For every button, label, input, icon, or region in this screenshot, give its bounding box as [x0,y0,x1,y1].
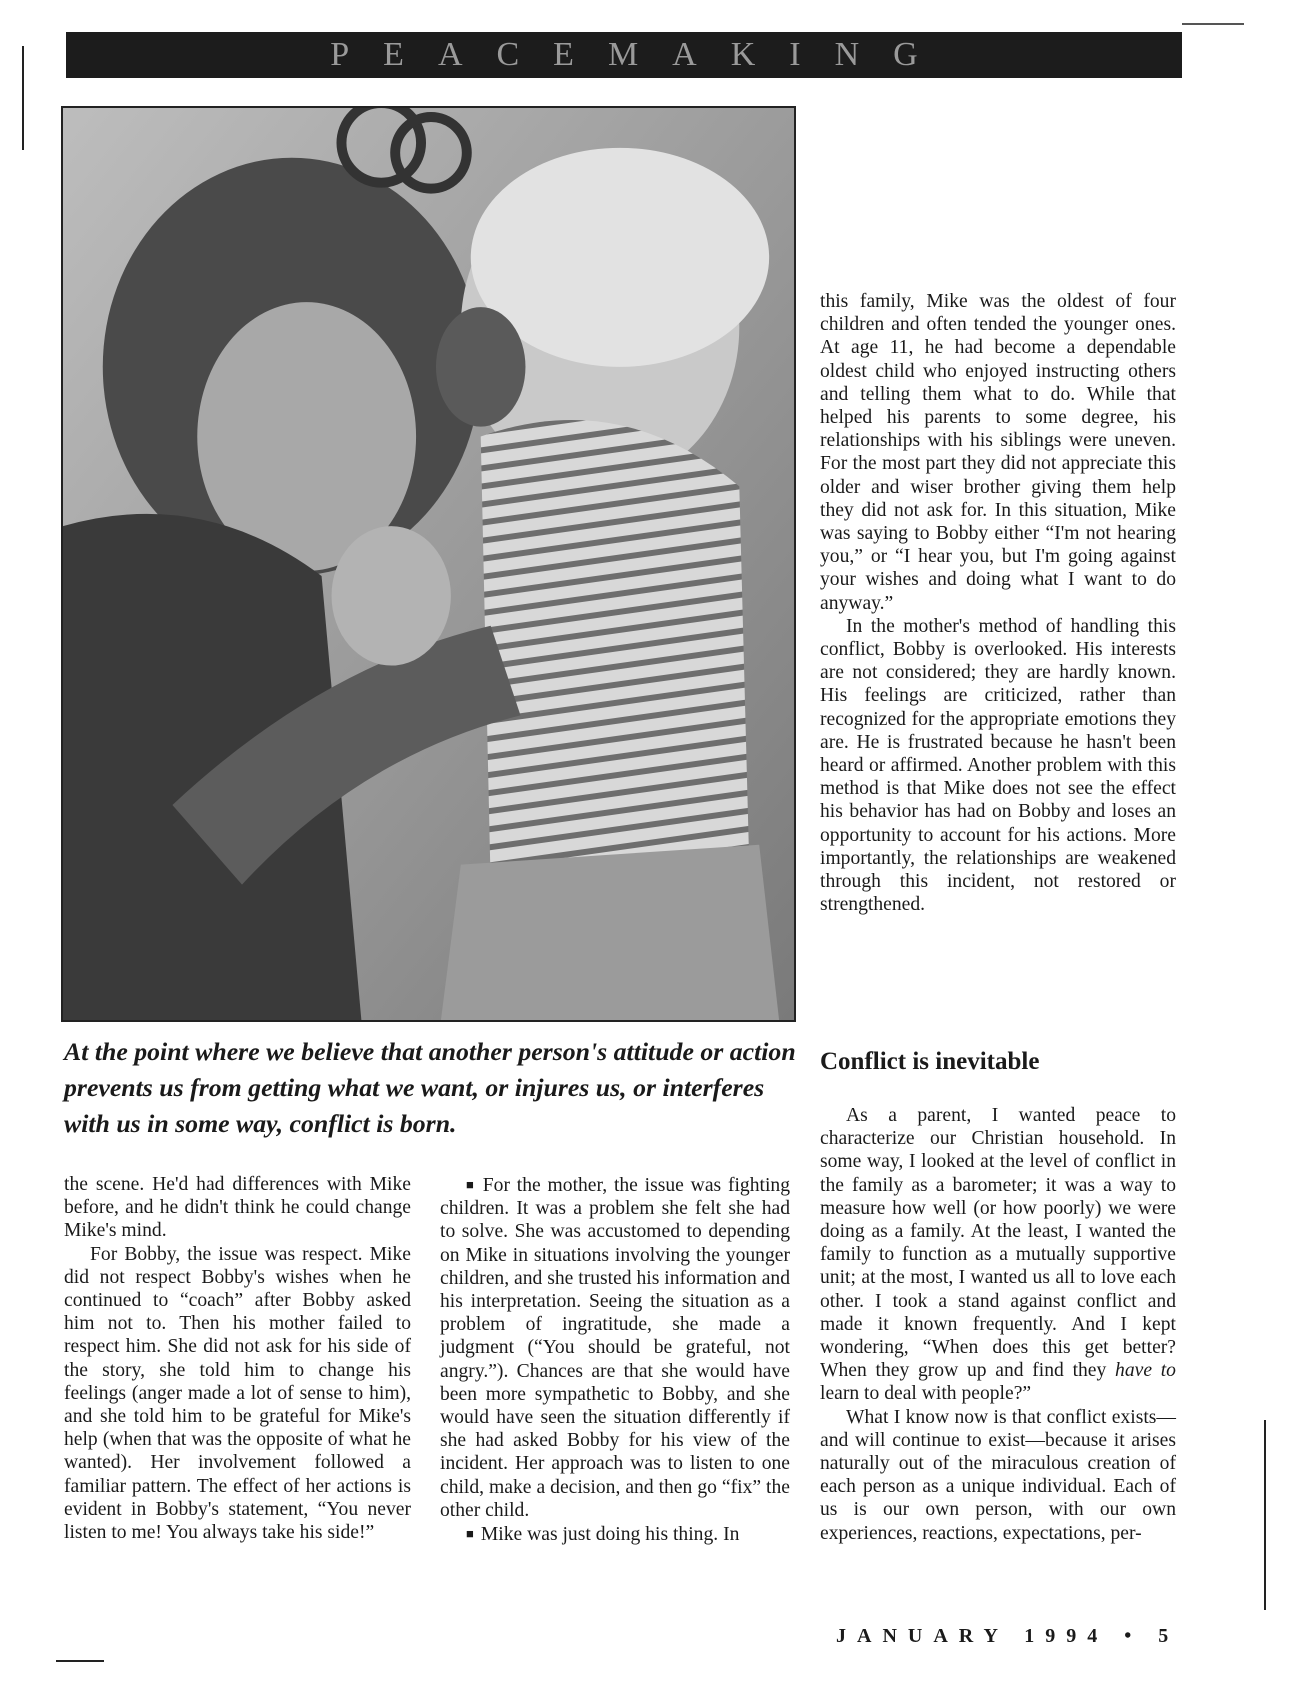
paragraph [440,1522,790,1546]
square-bullet-icon [466,1524,481,1545]
paragraph: For Bobby, the issue was respect. Mike did not respect Bobby's wishes when he continued to “coach” after Bobby asked him not to. Then his mother failed to respect him. She did not ask for his side of the story, she told him to change his feelings (anger made a lot of sense to him), and she told him to be grateful for Mike's help (when that was the opposite of what he wanted). Her involvement followed a familiar pattern. The effect of her actions is evident in Bobby's statement, “You never listen to me! You always take his side!” [64,1243,411,1544]
page-edge-rule-right [1264,1420,1266,1610]
emphasis: have to [1115,1360,1176,1382]
paragraph: In the mother's method of handling this conflict, Bobby is overlooked. His interests are not considered; they are hardly known. His feelings are criticized, rather than recognized for the appropriate emotions they are. He is frustrated because he hasn't been heard or affirmed. Another problem with this method is that Mike does not see the effect his behavior has had on Bobby and loses an opportunity to account for his actions. More importantly, the relationships are weakened through this incident, not restored or strengthened. [820,615,1176,916]
middle-column [440,1173,790,1546]
section-title: PEACEMAKING [330,36,952,73]
paragraph [820,1104,1176,1406]
text-run: Mike was just doing his thing. In [480,1524,740,1546]
page-edge-rule-left [22,46,24,150]
page-folio: JANUARY 1994 • 5 [836,1625,1180,1647]
left-column [64,1173,411,1544]
banner-extension-rule [1182,23,1244,25]
paragraph [440,1173,790,1522]
photo-illustration [63,108,794,1020]
paragraph: this family, Mike was the oldest of four children and often tended the younger ones. At age 11, he had become a dependable oldest child who enjoyed instructing others and telling them what to do. While that helped his parents to some degree, his relationships with his siblings were uneven. For the most part they did not appreciate this older and wiser brother giving them help they did not ask for. In this situation, Mike was saying to Bobby either “I'm not hearing you,” or “I hear you, but I'm going against your wishes and doing what I want to do anyway.” [820,291,1176,614]
page-edge-rule-bottom [56,1660,104,1662]
paragraph: What I know now is that conflict exists—and will continue to exist—because it arises naturally out of the miraculous creation of each person as a unique individual. Each of us is our own person, with our own experiences, reactions, expectations, per- [820,1406,1176,1544]
section-heading: Conflict is inevitable [820,1048,1040,1075]
right-column-bottom [820,1104,1176,1545]
right-column-top [820,290,1176,916]
section-banner [66,32,1182,78]
photo-caption: At the point where we believe that another person's attitude or action prevents us from getting what we want, or injures us, or interferes with us in some way, conflict is born. [64,1037,796,1138]
text-run: For the mother, the issue was fighting children. It was a problem she felt she had to solve. She was accustomed to depending on Mike in situations involving the younger children, and she trusted his information and his interpretation. Seeing the situation as a problem of ingratitude, she made a judgment (“You should be grateful, not angry.”). Chances are that she would have been more sympathetic to Bobby, and she would have seen the situation differently if she had asked Bobby for his view of the incident. Her approach was to listen to one child, make a decision, and then go “fix” the other child. [440,1175,790,1521]
square-bullet-icon [466,1175,483,1196]
text-run: As a parent, I wanted peace to characterize our Christian household. In some way, I looked at the level of conflict in the family as a barometer; it was a way to measure how well (or how poorly) we were doing as a family. At the least, I wanted the family to function as a mutually supportive unit; at the most, I wanted us all to love each other. I took a stand against conflict and made it known frequently. And I kept wondering, “When does this get better? When they grow up and find they [820,1105,1176,1382]
paragraph: the scene. He'd had differences with Mike before, and he didn't think he could change Mike's mind. [64,1174,411,1242]
article-photo [61,106,796,1022]
text-run: learn to deal with people?” [820,1383,1032,1405]
